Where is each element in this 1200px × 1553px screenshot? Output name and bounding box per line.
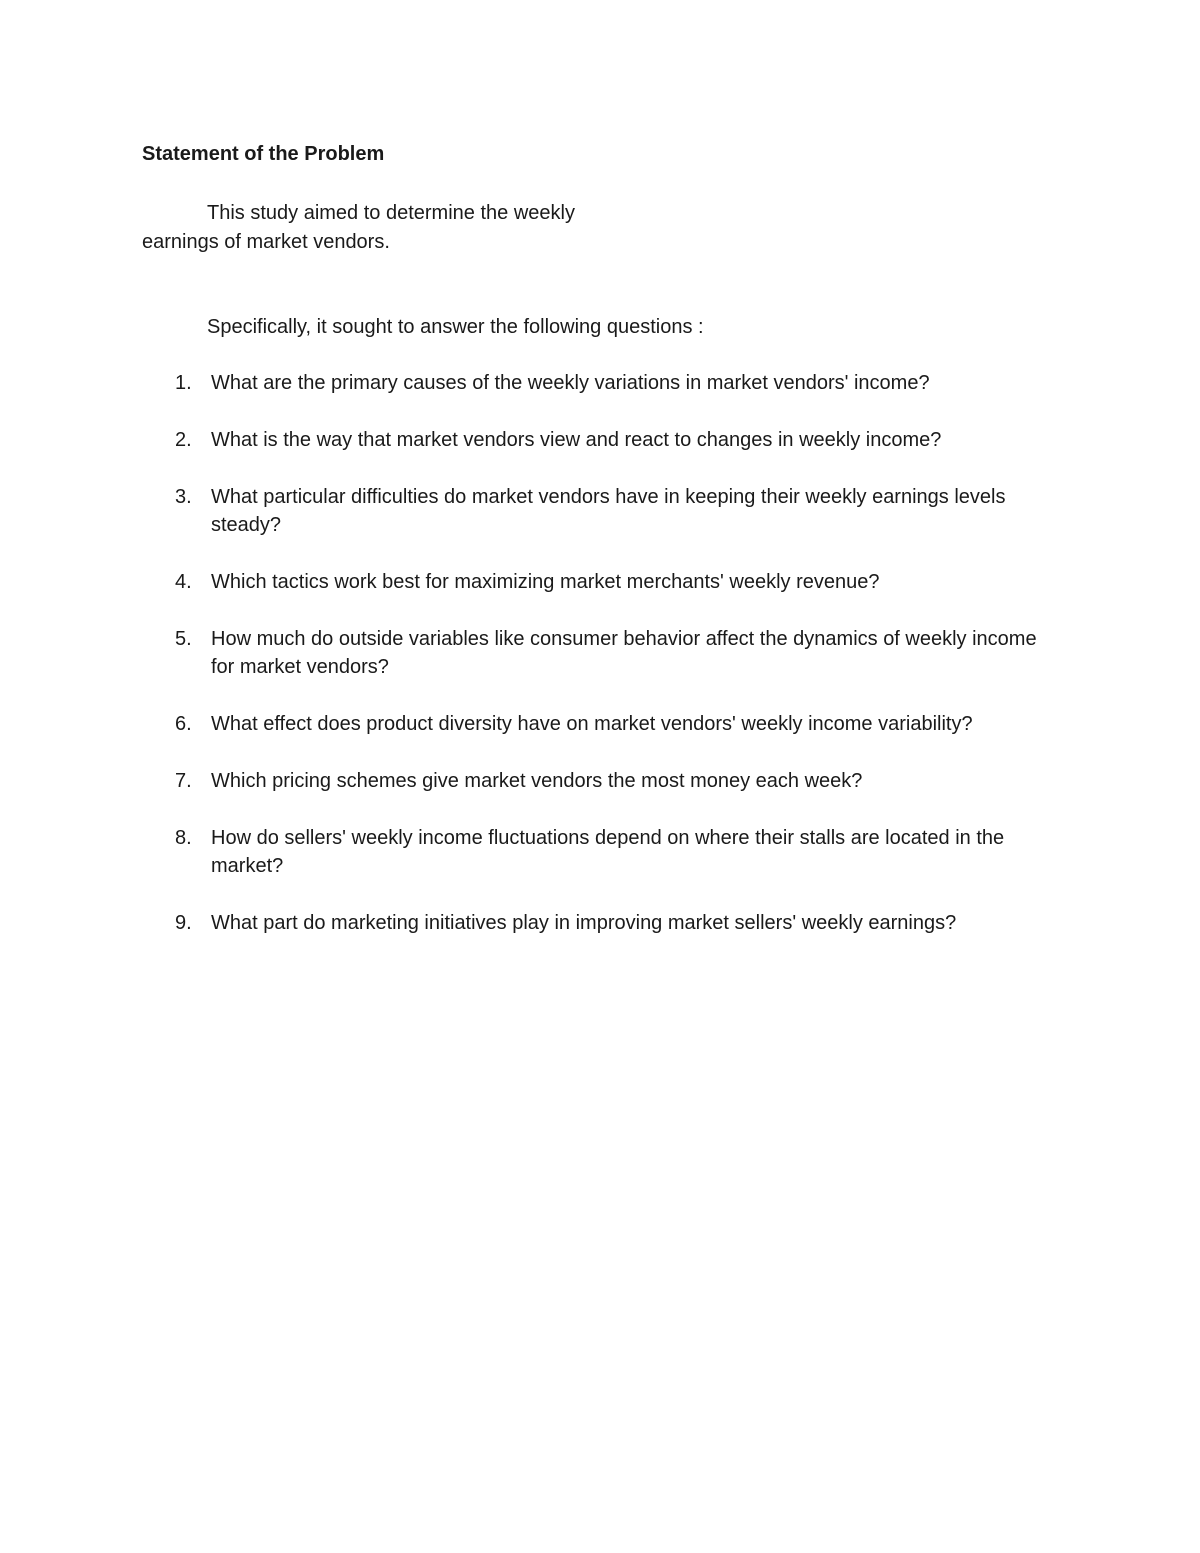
question-item: [142, 767, 1052, 795]
intro-line-1: This study aimed to determine the weekly: [207, 202, 575, 224]
question-number: 6.: [175, 713, 192, 735]
intro-line-2: earnings of market vendors.: [142, 231, 390, 253]
specific-intro-paragraph: [142, 313, 842, 342]
question-text: What is the way that market vendors view and react to changes in weekly income?: [211, 429, 942, 451]
question-item: [142, 710, 1052, 738]
question-item: [142, 483, 1052, 539]
question-text: Which pricing schemes give market vendors the most money each week?: [211, 770, 863, 792]
question-text: What effect does product diversity have on market vendors' weekly income variability?: [211, 713, 973, 735]
question-number: 2.: [175, 429, 192, 451]
question-item: [142, 426, 1052, 454]
question-item: [142, 824, 1052, 880]
question-text: Which tactics work best for maximizing market merchants' weekly revenue?: [211, 571, 880, 593]
question-text: What particular difficulties do market vendors have in keeping their weekly earnings levels steady?: [211, 486, 1006, 536]
question-number: 8.: [175, 827, 192, 849]
question-text: How do sellers' weekly income fluctuations depend on where their stalls are located in the market?: [211, 827, 1005, 877]
question-number: 7.: [175, 770, 192, 792]
question-item: [142, 369, 1052, 397]
question-text: What part do marketing initiatives play in improving market sellers' weekly earnings?: [211, 912, 957, 934]
question-item: [142, 625, 1052, 681]
question-number: 9.: [175, 912, 192, 934]
question-text: How much do outside variables like consumer behavior affect the dynamics of weekly income for market vendors?: [211, 628, 1037, 678]
specific-intro-text: Specifically, it sought to answer the following questions :: [207, 316, 704, 338]
question-item: [142, 568, 1052, 596]
question-number: 1.: [175, 372, 192, 394]
question-number: 4.: [175, 571, 192, 593]
question-number: 5.: [175, 628, 192, 650]
question-text: What are the primary causes of the weekly variations in market vendors' income?: [211, 372, 930, 394]
document-heading: Statement of the Problem: [142, 143, 385, 165]
intro-paragraph: [142, 199, 622, 257]
questions-list: [142, 369, 1052, 966]
question-number: 3.: [175, 486, 192, 508]
question-item: [142, 909, 1052, 937]
